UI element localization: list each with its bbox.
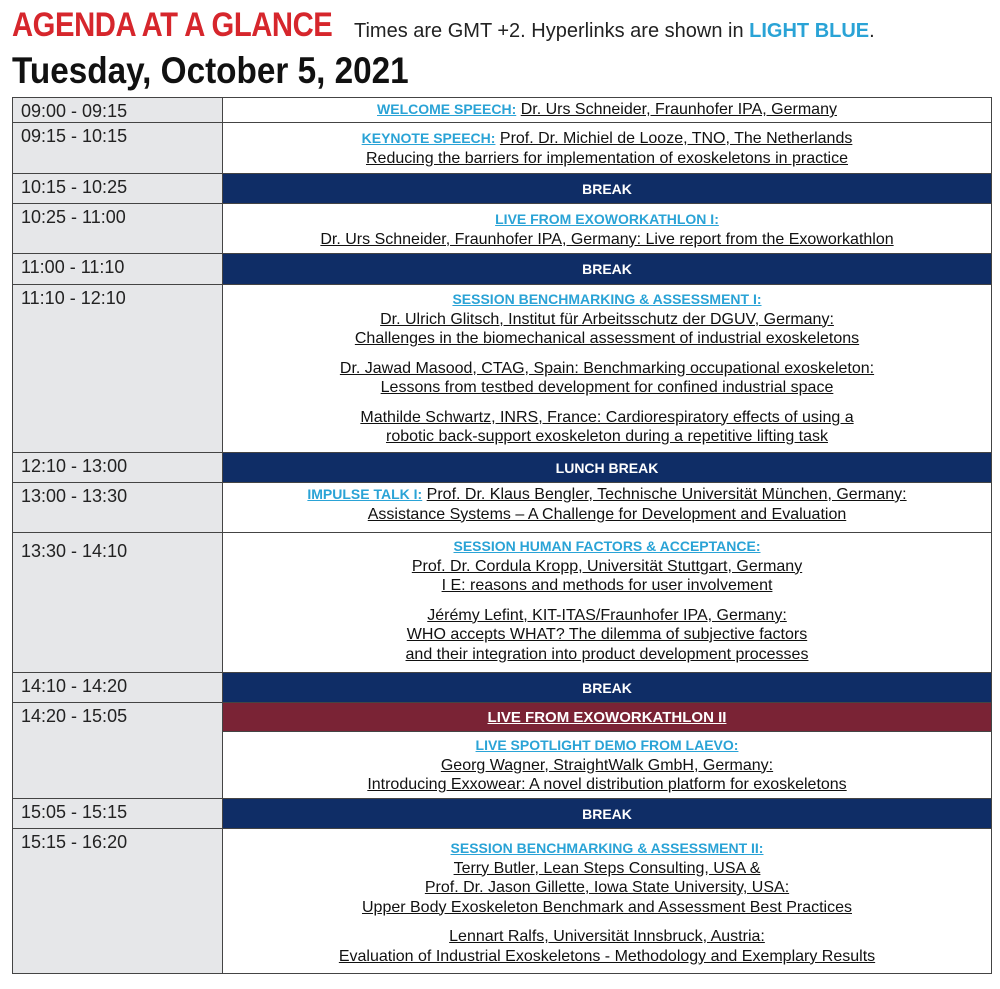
speaker-link[interactable]: Dr. Urs Schneider, Fraunhofer IPA, Germany [520,101,837,118]
time-cell: 15:05 - 15:15 [13,799,223,829]
agenda-row [13,204,992,254]
talk-title-link[interactable]: Reducing the barriers for implementation of exoskeletons in practice [365,149,849,167]
talk-title-link[interactable]: Introducing Exxowear: A novel distribution platform for exoskeletons [367,776,847,793]
speaker-link[interactable]: Dr. Ulrich Glitsch, Institut für Arbeitsschutz der DGUV, Germany: [380,310,834,328]
session-cell [223,829,992,974]
session-label-link[interactable]: SESSION BENCHMARKING & ASSESSMENT I: [452,291,762,307]
agenda-table [12,97,992,974]
agenda-row [13,703,992,732]
session-cell [223,204,992,254]
speaker-link[interactable]: Terry Butler, Lean Steps Consulting, USA & [453,859,761,877]
speaker-link[interactable]: Dr. Jawad Masood, CTAG, Spain: Benchmarking occupational exoskeleton: [339,359,875,377]
speaker-link[interactable]: Prof. Dr. Cordula Kropp, Universität Stuttgart, Germany [411,557,803,575]
break-label: BREAK [223,799,992,829]
session-label-link[interactable]: KEYNOTE SPEECH: [361,130,496,146]
break-row [13,799,992,829]
speaker-link[interactable]: Mathilde Schwartz, INRS, France: Cardiorespiratory effects of using a [360,408,854,426]
time-cell: 14:10 - 14:20 [13,673,223,703]
talk-title-link[interactable]: robotic back-support exoskeleton during a repetitive lifting task [385,428,828,445]
session-label-link[interactable]: WELCOME SPEECH: [377,101,517,117]
live-banner [223,703,992,732]
session-cell [223,732,992,799]
day-title: Tuesday, October 5, 2021 [12,50,409,91]
break-label: BREAK [223,174,992,204]
agenda-row [13,829,992,974]
time-cell: 12:10 - 13:00 [13,453,223,483]
break-row [13,174,992,204]
session-cell [223,483,992,533]
session-label-link[interactable]: IMPULSE TALK I: [307,486,423,502]
time-cell: 10:25 - 11:00 [13,204,223,254]
talk-title-link[interactable]: WHO accepts WHAT? The dilemma of subjective factors [406,626,808,643]
agenda-row [13,98,992,123]
agenda-row [13,483,992,533]
talk-title-link[interactable]: Evaluation of Industrial Exoskeletons - Methodology and Exemplary Results [338,947,876,965]
break-row [13,673,992,703]
break-row [13,254,992,285]
agenda-row [13,123,992,174]
time-cell: 15:15 - 16:20 [13,829,223,974]
talk-title-link[interactable]: Assistance Systems – A Challenge for Development and Evaluation [367,505,847,523]
break-label: BREAK [223,254,992,285]
talk-title-link[interactable]: I E: reasons and methods for user involvement [441,577,773,594]
session-cell [223,98,992,123]
speaker-link[interactable]: Jérémy Lefint, KIT-ITAS/Fraunhofer IPA, Germany: [427,606,787,624]
time-cell: 11:10 - 12:10 [13,285,223,453]
talk-title-link[interactable]: Challenges in the biomechanical assessment of industrial exoskeletons [354,330,860,347]
time-cell: 13:00 - 13:30 [13,483,223,533]
speaker-link[interactable]: Georg Wagner, StraightWalk GmbH, Germany: [440,756,774,774]
talk-title-link[interactable]: and their integration into product development processes [405,645,809,663]
speaker-link[interactable]: Prof. Dr. Michiel de Looze, TNO, The Netherlands [499,130,853,147]
session-cell [223,285,992,453]
talk-title-link[interactable]: Upper Body Exoskeleton Benchmark and Assessment Best Practices [361,898,852,916]
agenda-row [13,533,992,673]
speaker-link[interactable]: Lennart Ralfs, Universität Innsbruck, Austria: [449,928,765,945]
speaker-link[interactable]: Prof. Dr. Jason Gillette, Iowa State University, USA: [424,879,790,896]
speaker-link[interactable]: Prof. Dr. Klaus Bengler, Technische Universität München, Germany: [426,486,907,503]
session-label-link[interactable]: SESSION HUMAN FACTORS & ACCEPTANCE: [453,538,761,554]
live-banner-link[interactable]: LIVE FROM EXOWORKATHLON II [487,708,727,726]
header-note [354,20,875,43]
session-label-link[interactable]: LIVE SPOTLIGHT DEMO FROM LAEVO: [475,737,739,753]
note-highlight: LIGHT BLUE [749,20,870,42]
agenda-header [12,6,997,50]
break-row [13,453,992,483]
session-cell [223,533,992,673]
break-label: BREAK [223,673,992,703]
session-label-link[interactable]: LIVE FROM EXOWORKATHLON I: [495,211,719,227]
time-cell: 14:20 - 15:05 [13,703,223,799]
session-label-link[interactable]: SESSION BENCHMARKING & ASSESSMENT II: [450,840,764,856]
time-cell: 11:00 - 11:10 [13,254,223,285]
talk-title-link[interactable]: Lessons from testbed development for confined industrial space [380,379,834,396]
note-prefix: Times are GMT +2. Hyperlinks are shown in [354,20,744,42]
time-cell: 10:15 - 10:25 [13,174,223,204]
time-cell: 09:15 - 10:15 [13,123,223,174]
break-label: LUNCH BREAK [223,453,992,483]
agenda-row [13,285,992,453]
agenda-title: AGENDA AT A GLANCE [12,6,333,44]
time-cell: 09:00 - 09:15 [13,98,223,123]
note-suffix: . [869,20,875,42]
time-cell: 13:30 - 14:10 [13,533,223,673]
session-cell [223,123,992,174]
talk-title-link[interactable]: Dr. Urs Schneider, Fraunhofer IPA, Germany: Live report from the Exoworkathlon [320,230,894,248]
